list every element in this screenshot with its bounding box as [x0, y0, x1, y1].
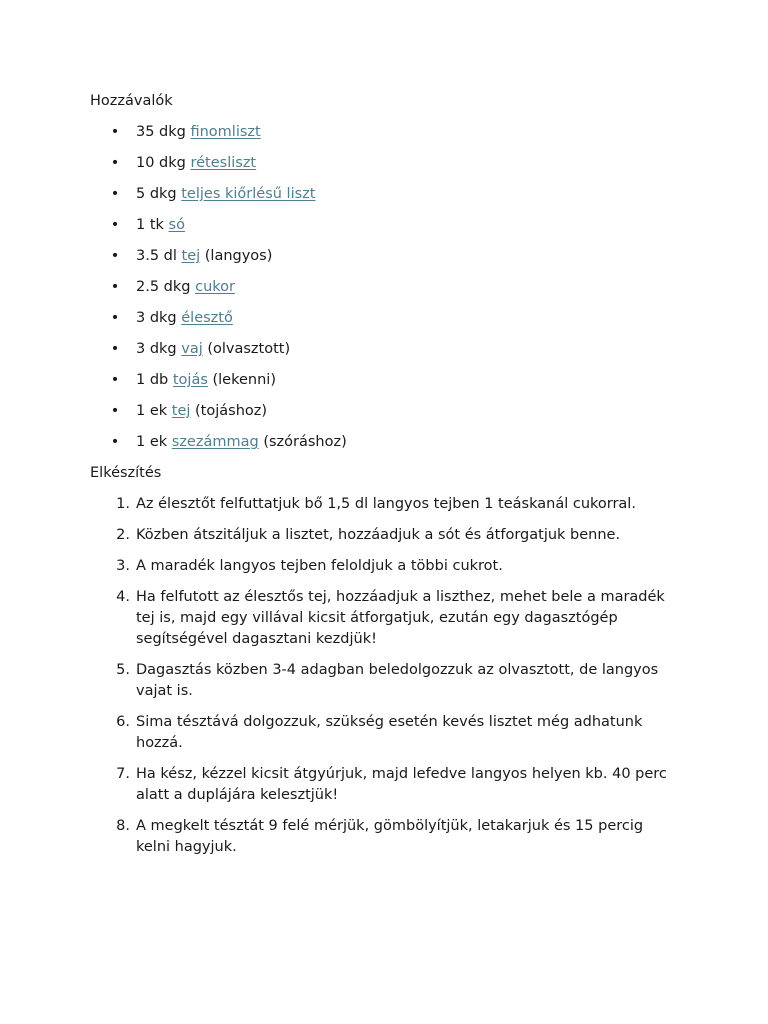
ingredient-item	[90, 122, 680, 142]
step-text: Dagasztás közben 3-4 adagban beledolgozzuk az olvasztott, de langyos vajat is.	[136, 662, 659, 699]
bullet-marker: •	[110, 372, 120, 388]
step-number: 8.	[116, 818, 130, 834]
ingredient-link[interactable]: tojás	[172, 372, 208, 388]
step-item	[90, 816, 680, 858]
ingredient-link[interactable]: rétesliszt	[190, 155, 257, 171]
ingredients-heading: Hozzávalók	[90, 93, 173, 109]
ingredients-list	[90, 122, 680, 452]
recipe-document	[90, 91, 680, 868]
ingredient-item	[90, 308, 680, 328]
bullet-marker: •	[110, 341, 120, 357]
ingredient-amount: 1 ek	[136, 403, 168, 419]
ingredient-item	[90, 339, 680, 359]
bullet-marker: •	[110, 434, 120, 450]
ingredient-note: (langyos)	[204, 248, 273, 264]
ingredient-item	[90, 277, 680, 297]
step-item	[90, 712, 680, 754]
bullet-marker: •	[110, 186, 120, 202]
ingredient-amount: 35 dkg	[136, 124, 186, 140]
ingredient-amount: 1 db	[136, 372, 169, 388]
ingredient-link[interactable]: finomliszt	[190, 124, 261, 140]
ingredient-item	[90, 215, 680, 235]
steps-heading: Elkészítés	[90, 465, 162, 481]
step-number: 3.	[116, 558, 130, 574]
step-text: Ha felfutott az élesztős tej, hozzáadjuk a liszthez, mehet bele a maradék tej is, majd egy villával kicsit átforgatjuk, ezután egy dagasztógép segítségével dagasztani kezdjük!	[136, 589, 665, 647]
step-item	[90, 556, 680, 577]
ingredient-note: (tojáshoz)	[195, 403, 268, 419]
ingredient-link[interactable]: cukor	[195, 279, 235, 295]
step-text: Ha kész, kézzel kicsit átgyúrjuk, majd lefedve langyos helyen kb. 40 perc alatt a duplájára kelesztjük!	[136, 766, 667, 803]
bullet-marker: •	[110, 279, 120, 295]
step-item	[90, 525, 680, 546]
ingredient-link[interactable]: tej	[181, 248, 201, 264]
ingredient-amount: 5 dkg	[136, 186, 177, 202]
step-item	[90, 660, 680, 702]
ingredient-item	[90, 401, 680, 421]
ingredient-amount: 10 dkg	[136, 155, 186, 171]
step-text: Az élesztőt felfuttatjuk bő 1,5 dl langyos tejben 1 teáskanál cukorral.	[136, 496, 636, 512]
ingredient-amount: 3 dkg	[136, 310, 177, 326]
step-number: 7.	[116, 766, 130, 782]
bullet-marker: •	[110, 217, 120, 233]
step-text: Sima tésztává dolgozzuk, szükség esetén kevés lisztet még adhatunk hozzá.	[136, 714, 643, 751]
bullet-marker: •	[110, 155, 120, 171]
step-number: 4.	[116, 589, 130, 605]
step-text: A megkelt tésztát 9 felé mérjük, gömbölyítjük, letakarjuk és 15 percig kelni hagyjuk.	[136, 818, 644, 855]
ingredient-item	[90, 184, 680, 204]
step-text: A maradék langyos tejben feloldjuk a többi cukrot.	[136, 558, 503, 574]
ingredient-link[interactable]: vaj	[181, 341, 203, 357]
bullet-marker: •	[110, 124, 120, 140]
step-text: Közben átszitáljuk a lisztet, hozzáadjuk a sót és átforgatjuk benne.	[136, 527, 621, 543]
bullet-marker: •	[110, 248, 120, 264]
step-number: 6.	[116, 714, 130, 730]
ingredient-note: (szóráshoz)	[263, 434, 347, 450]
ingredient-item	[90, 432, 680, 452]
step-number: 1.	[116, 496, 130, 512]
step-item	[90, 494, 680, 515]
ingredient-link[interactable]: tej	[171, 403, 191, 419]
ingredient-item	[90, 246, 680, 266]
ingredient-amount: 2.5 dkg	[136, 279, 191, 295]
ingredient-amount: 1 ek	[136, 434, 168, 450]
bullet-marker: •	[110, 403, 120, 419]
ingredient-note: (olvasztott)	[207, 341, 291, 357]
step-item	[90, 587, 680, 650]
ingredient-amount: 3.5 dl	[136, 248, 177, 264]
ingredient-link[interactable]: élesztő	[181, 310, 233, 326]
ingredient-amount: 1 tk	[136, 217, 164, 233]
ingredient-link[interactable]: teljes kiőrlésű liszt	[181, 186, 316, 202]
ingredient-item	[90, 370, 680, 390]
step-number: 2.	[116, 527, 130, 543]
ingredient-link[interactable]: szezámmag	[171, 434, 259, 450]
step-number: 5.	[116, 662, 130, 678]
ingredient-item	[90, 153, 680, 173]
ingredient-note: (lekenni)	[212, 372, 276, 388]
step-item	[90, 764, 680, 806]
steps-list	[90, 494, 680, 858]
ingredient-amount: 3 dkg	[136, 341, 177, 357]
ingredient-link[interactable]: só	[168, 217, 185, 233]
bullet-marker: •	[110, 310, 120, 326]
